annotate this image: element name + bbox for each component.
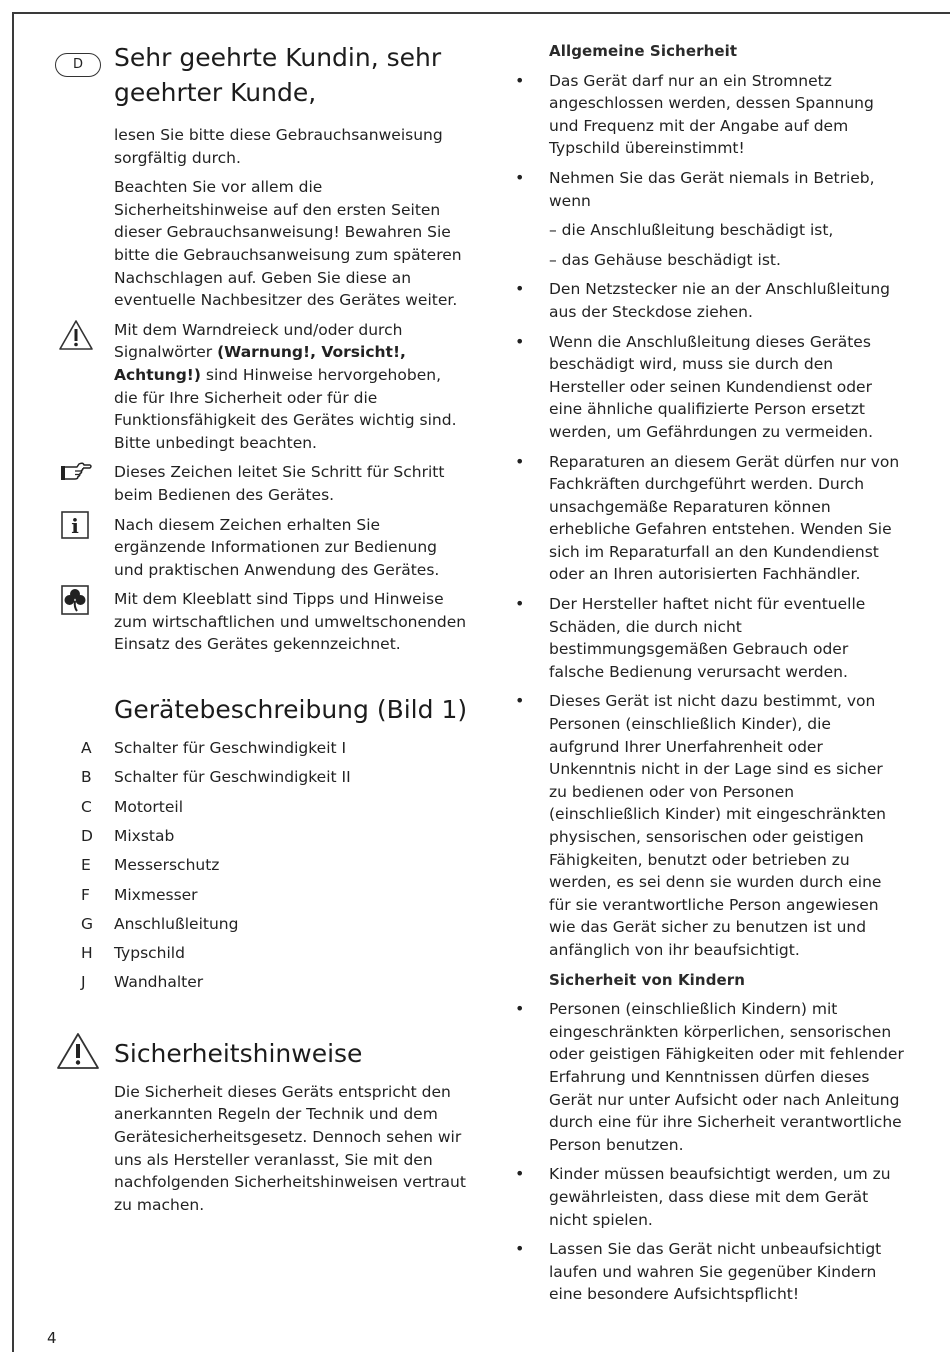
item-letter: F [81, 885, 90, 904]
item-label: Wandhalter [114, 973, 204, 992]
item-label: Anschlußleitung [114, 914, 239, 933]
warning-triangle-icon [56, 1032, 100, 1074]
item-letter: J [81, 973, 86, 992]
hand-symbol-note [114, 461, 469, 506]
list-item [81, 913, 469, 942]
clover-symbol-note [114, 588, 469, 656]
page-frame-top [14, 12, 950, 14]
item-label: Messerschutz [114, 856, 220, 875]
bullet-item: • Nehmen Sie das Gerät niemals in Betrieb, wenn [549, 167, 904, 212]
left-column [71, 40, 469, 1223]
hand-note-text: Dieses Zeichen leitet Sie Schritt für Schritt beim Bedienen des Gerätes. [114, 463, 445, 504]
warning-symbol-note [114, 319, 469, 455]
bullet-item: • Reparaturen an diesem Gerät dürfen nur von Fachkräften durchgeführt werden. Durch unsachgemäße Reparaturen können erhebliche Gefahren entstehen. Wenden Sie sich im Reparaturfall an den Kundendienst oder an Ihren autorisierten Fachhändler. [549, 451, 904, 587]
signal-words: (Warnung!, Vorsicht!, Achtung!) [114, 343, 406, 384]
greeting-paragraph: lesen Sie bitte diese Gebrauchsanweisung sorgfältig durch. [114, 126, 443, 167]
item-letter: G [81, 914, 94, 933]
bullet-item: • Personen (einschließlich Kindern) mit eingeschränkten körperlichen, sensorischen oder geistigen Fähigkeiten oder mit fehlender Erfahrung und Kenntnissen dürfen dieses Gerät nur unter Aufsicht oder nach Anleitung durch eine für ihre Sicherheit verantwortliche Person benutzen. [549, 998, 904, 1156]
page-frame-left [12, 12, 14, 1352]
bullet-item: • Den Netzstecker nie an der Anschlußleitung aus der Steckdose ziehen. [549, 278, 904, 323]
svg-text:i: i [71, 513, 79, 538]
safety-heading [114, 1036, 469, 1071]
list-item [81, 854, 469, 883]
list-item [81, 971, 469, 1000]
bullet-item: • Kinder müssen beaufsichtigt werden, um zu gewährleisten, dass diese mit dem Gerät nicht spielen. [549, 1163, 904, 1231]
list-item [81, 825, 469, 854]
item-letter: E [81, 856, 91, 875]
list-item [81, 796, 469, 825]
list-item [81, 884, 469, 913]
item-label: Typschild [114, 944, 185, 963]
right-column [549, 40, 904, 1313]
dash-item: – die Anschlußleitung beschädigt ist, [549, 221, 834, 240]
clover-leaf-icon [60, 584, 90, 623]
item-label: Schalter für Geschwindigkeit II [114, 768, 351, 787]
item-letter: B [81, 768, 92, 787]
item-letter: D [81, 826, 93, 845]
general-safety-heading: Allgemeine Sicherheit [549, 42, 738, 60]
info-note-text: Nach diesem Zeichen erhalten Sie ergänzende Informationen zur Bedienung und praktischen Anwendung des Gerätes. [114, 515, 440, 579]
list-item [81, 766, 469, 795]
item-letter: A [81, 739, 92, 758]
item-label: Motorteil [114, 797, 184, 816]
list-item [81, 942, 469, 971]
info-symbol-note [71, 513, 469, 582]
info-icon [60, 510, 90, 547]
safety-title: Sicherheitshinweise [114, 1038, 363, 1068]
item-letter: H [81, 944, 93, 963]
bullet-item: • Der Hersteller haftet nicht für eventuelle Schäden, die durch nicht bestimmungsgemäßen Gebrauch oder falsche Bedienung verursacht werden. [549, 593, 904, 683]
bullet-item: • Lassen Sie das Gerät nicht unbeaufsichtigt laufen und wahren Sie gegenüber Kindern eine besondere Aufsichtspflicht! [549, 1238, 904, 1306]
warning-note-text: Mit dem Warndreieck und/oder durch Signalwörter [114, 320, 403, 362]
dash-item: – das Gehäuse beschädigt ist. [549, 250, 781, 269]
bullet-item: • Das Gerät darf nur an ein Stromnetz angeschlossen werden, dessen Spannung und Frequenz mit der Angabe auf dem Typschild übereinstimmt! [549, 70, 904, 160]
bullet-item: • Dieses Gerät ist nicht dazu bestimmt, von Personen (einschließlich Kinder), die aufgrund Ihrer Unerfahrenheit oder Unkenntnis nicht in der Lage sind es sicher zu bedienen oder von Personen (einschließlich Kinder) mit eingeschränkten physischen, sensorischen oder geistigen Fähigkeiten, benutzt oder betrieben zu werden, es sei denn sie wurden durch eine für sie verantwortliche Person angewiesen wie das Gerät sicher zu benutzen ist und anfänglich von ihr beaufsichtigt. [549, 690, 904, 961]
warning-triangle-icon [58, 319, 94, 358]
bullet-item: • Wenn die Anschlußleitung dieses Gerätes beschädigt wird, muss sie durch den Hersteller oder seinen Kundendienst oder eine ähnliche qualifizierte Person ersetzt werden, um Gefährdungen zu vermeiden. [549, 331, 904, 444]
item-letter: C [81, 797, 92, 816]
parts-list [81, 737, 469, 1001]
child-safety-heading: Sicherheit von Kindern [549, 970, 746, 989]
safety-intro: Die Sicherheit dieses Geräts entspricht den anerkannten Regeln der Technik und dem Gerätesicherheitsgesetz. Dennoch sehen wir uns als Hersteller veranlasst, Sie mit den nachfolgenden Sicherheitshinweisen vertraut zu machen. [114, 1082, 466, 1214]
item-label: Mixmesser [114, 885, 198, 904]
greeting-paragraph: Beachten Sie vor allem die Sicherheitshinweise auf den ersten Seiten dieser Gebrauchsanweisung! Bewahren Sie bitte die Gebrauchsanweisung zum späteren Nachschlagen auf. Geben Sie diese an eventuelle Nachbesitzer des Gerätes weiter. [114, 178, 462, 310]
greeting-title: Sehr geehrte Kundin, sehr geehrter Kunde, [114, 43, 442, 107]
warning-note-text-end: sind Hinweise hervorgehoben, die für Ihre Sicherheit oder für die Funktionsfähigkeit des Gerätes wichtig sind. Bitte unbedingt beachten. [114, 365, 457, 452]
item-label: Schalter für Geschwindigkeit I [114, 739, 347, 758]
item-label: Mixstab [114, 826, 175, 845]
language-badge: D [55, 53, 101, 77]
page-number: 4 [47, 1329, 57, 1347]
pointing-hand-icon [59, 459, 93, 492]
description-title: Gerätebeschreibung (Bild 1) [114, 695, 468, 725]
list-item [81, 737, 469, 766]
clover-note-text: Mit dem Kleeblatt sind Tipps und Hinweise zum wirtschaftlichen und umweltschonenden Einsatz des Gerätes gekennzeichnet. [114, 590, 467, 654]
